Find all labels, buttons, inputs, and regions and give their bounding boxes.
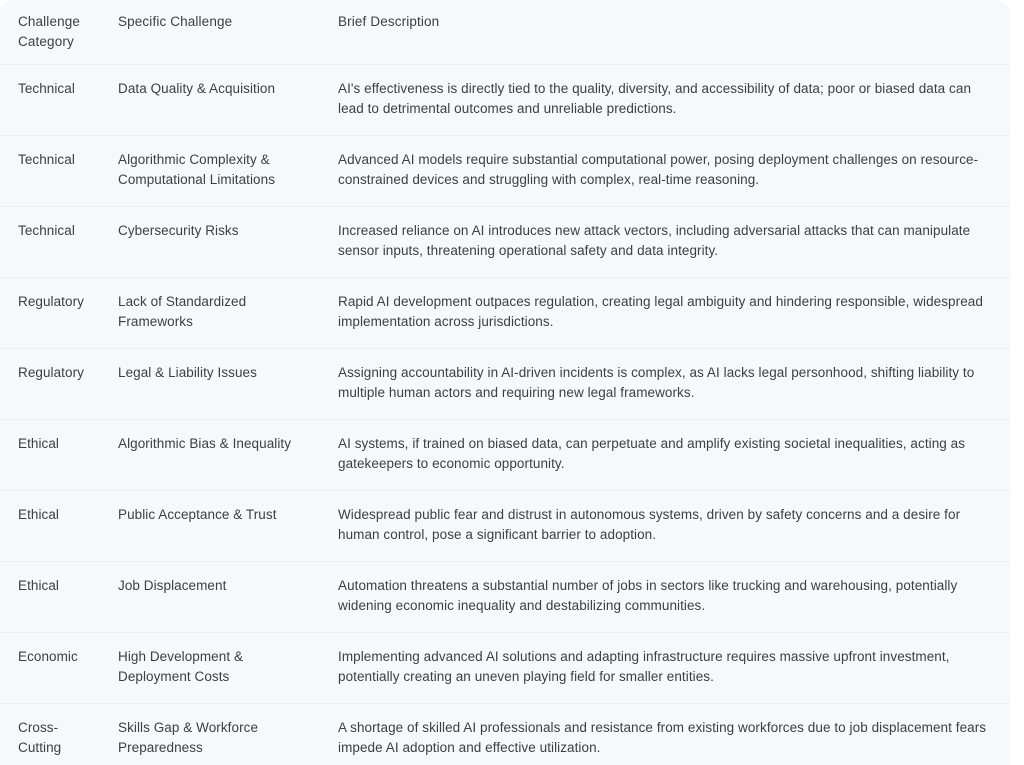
table-row	[0, 65, 1010, 136]
cell-specific-challenge: Algorithmic Complexity & Computational Limitations	[100, 136, 320, 207]
table-row	[0, 349, 1010, 420]
cell-specific-challenge: High Development & Deployment Costs	[100, 633, 320, 704]
table-row	[0, 491, 1010, 562]
cell-challenge-category: Cross-Cutting	[0, 704, 100, 765]
cell-specific-challenge: Lack of Standardized Frameworks	[100, 278, 320, 349]
table-row	[0, 633, 1010, 704]
cell-specific-challenge: Data Quality & Acquisition	[100, 65, 320, 136]
cell-challenge-category: Ethical	[0, 420, 100, 491]
cell-challenge-category: Ethical	[0, 491, 100, 562]
cell-brief-description: Widespread public fear and distrust in autonomous systems, driven by safety concerns and a desire for human control, pose a significant barrier to adoption.	[320, 491, 1010, 562]
cell-challenge-category: Technical	[0, 136, 100, 207]
table-row	[0, 704, 1010, 765]
cell-brief-description: Rapid AI development outpaces regulation, creating legal ambiguity and hindering responsible, widespread implementation across jurisdictions.	[320, 278, 1010, 349]
table-row	[0, 278, 1010, 349]
cell-brief-description: AI's effectiveness is directly tied to the quality, diversity, and accessibility of data; poor or biased data can lead to detrimental outcomes and unreliable predictions.	[320, 65, 1010, 136]
cell-brief-description: Automation threatens a substantial number of jobs in sectors like trucking and warehousing, potentially widening economic inequality and destabilizing communities.	[320, 562, 1010, 633]
cell-challenge-category: Regulatory	[0, 278, 100, 349]
cell-specific-challenge: Algorithmic Bias & Inequality	[100, 420, 320, 491]
cell-challenge-category: Technical	[0, 207, 100, 278]
cell-brief-description: Increased reliance on AI introduces new attack vectors, including adversarial attacks that can manipulate sensor inputs, threatening operational safety and data integrity.	[320, 207, 1010, 278]
cell-brief-description: Advanced AI models require substantial computational power, posing deployment challenges on resource-constrained devices and struggling with complex, real-time reasoning.	[320, 136, 1010, 207]
cell-challenge-category: Technical	[0, 65, 100, 136]
cell-specific-challenge: Job Displacement	[100, 562, 320, 633]
cell-specific-challenge: Skills Gap & Workforce Preparedness	[100, 704, 320, 765]
table-header-row	[0, 0, 1010, 65]
table-row	[0, 207, 1010, 278]
cell-specific-challenge: Legal & Liability Issues	[100, 349, 320, 420]
cell-brief-description: Assigning accountability in AI-driven incidents is complex, as AI lacks legal personhood, shifting liability to multiple human actors and requiring new legal frameworks.	[320, 349, 1010, 420]
cell-challenge-category: Regulatory	[0, 349, 100, 420]
column-header-specific-challenge: Specific Challenge	[100, 0, 320, 65]
table-row	[0, 562, 1010, 633]
cell-challenge-category: Economic	[0, 633, 100, 704]
table-header	[0, 0, 1010, 65]
cell-specific-challenge: Cybersecurity Risks	[100, 207, 320, 278]
table-body	[0, 65, 1010, 765]
cell-brief-description: A shortage of skilled AI professionals and resistance from existing workforces due to job displacement fears impede AI adoption and effective utilization.	[320, 704, 1010, 765]
table-row	[0, 136, 1010, 207]
cell-specific-challenge: Public Acceptance & Trust	[100, 491, 320, 562]
column-header-brief-description: Brief Description	[320, 0, 1010, 65]
cell-challenge-category: Ethical	[0, 562, 100, 633]
table-row	[0, 420, 1010, 491]
cell-brief-description: AI systems, if trained on biased data, can perpetuate and amplify existing societal inequalities, acting as gatekeepers to economic opportunity.	[320, 420, 1010, 491]
column-header-challenge-category: Challenge Category	[0, 0, 100, 65]
cell-brief-description: Implementing advanced AI solutions and adapting infrastructure requires massive upfront investment, potentially creating an uneven playing field for smaller entities.	[320, 633, 1010, 704]
